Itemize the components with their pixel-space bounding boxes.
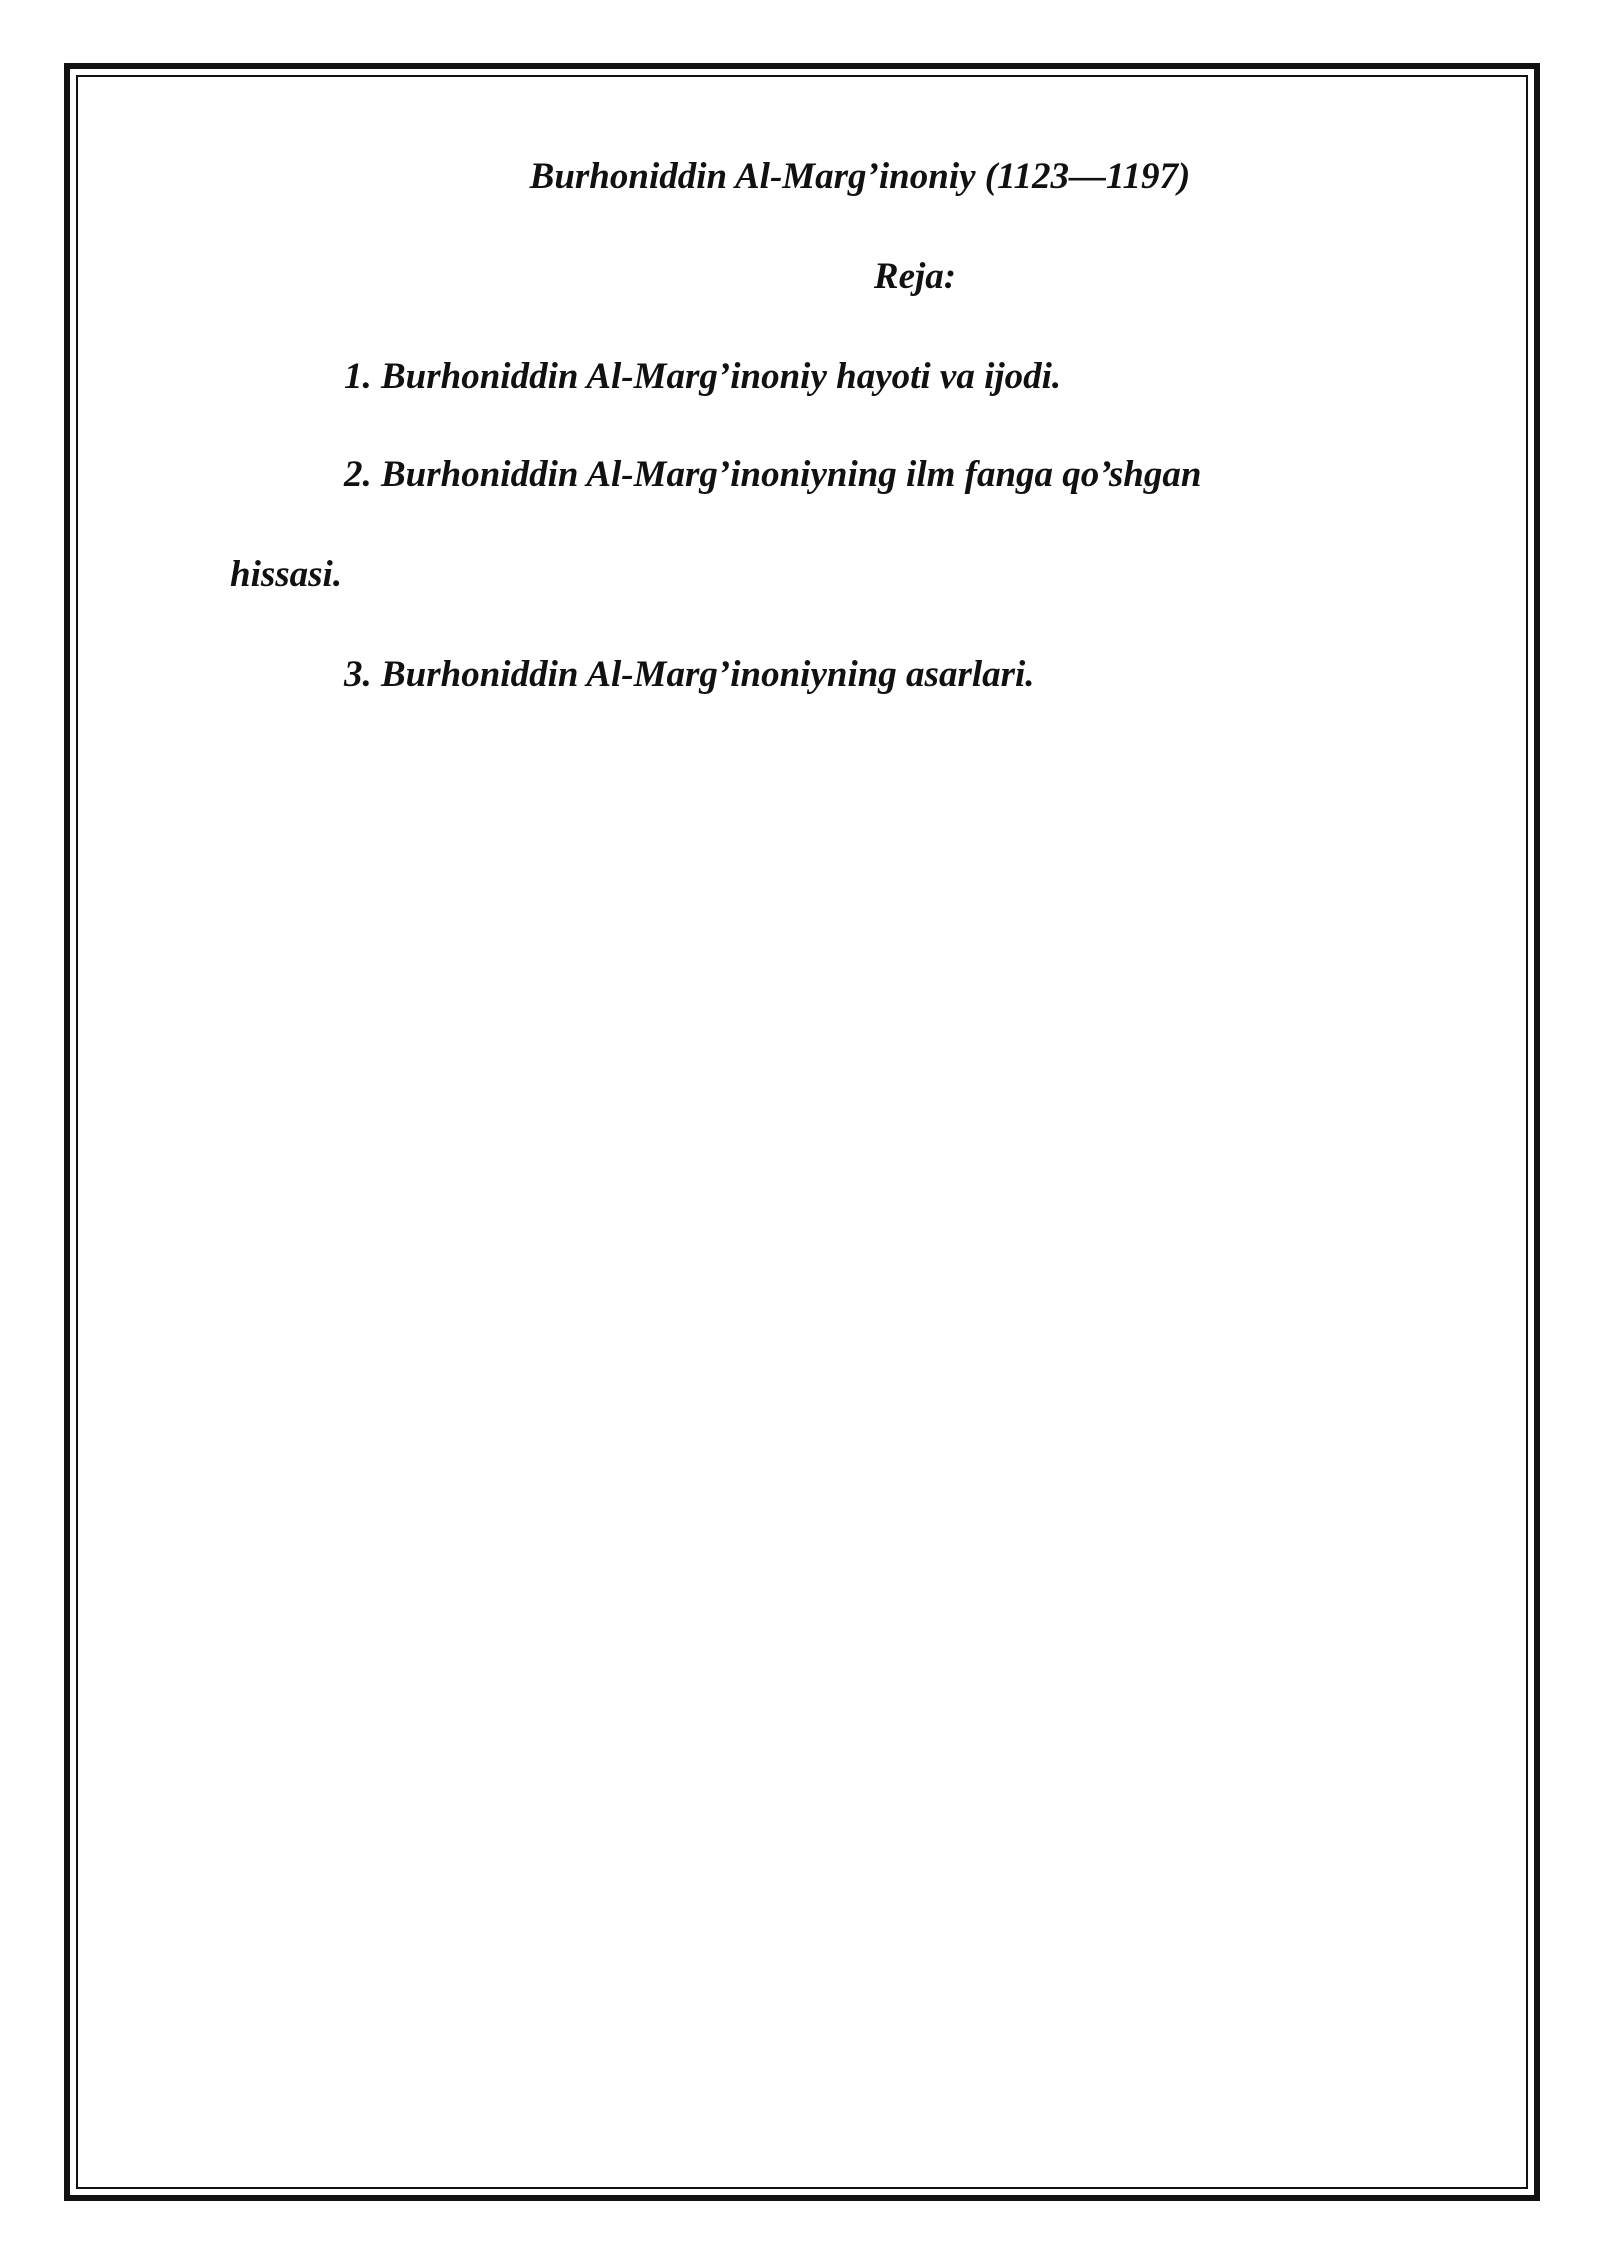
plan-item-2-continuation: hissasi. [230, 554, 343, 595]
plan-item-2: 2. Burhoniddin Al-Marg’inoniyning ilm fanga qo’shgan [344, 454, 1202, 495]
plan-item-3: 3. Burhoniddin Al-Marg’inoniyning asarlari. [344, 654, 1035, 695]
plan-item-1: 1. Burhoniddin Al-Marg’inoniy hayoti va ijodi. [344, 356, 1062, 397]
plan-heading: Reja: [873, 256, 957, 297]
document-title: Burhoniddin Al-Marg’inoniy (1123—1197) [529, 156, 1191, 197]
